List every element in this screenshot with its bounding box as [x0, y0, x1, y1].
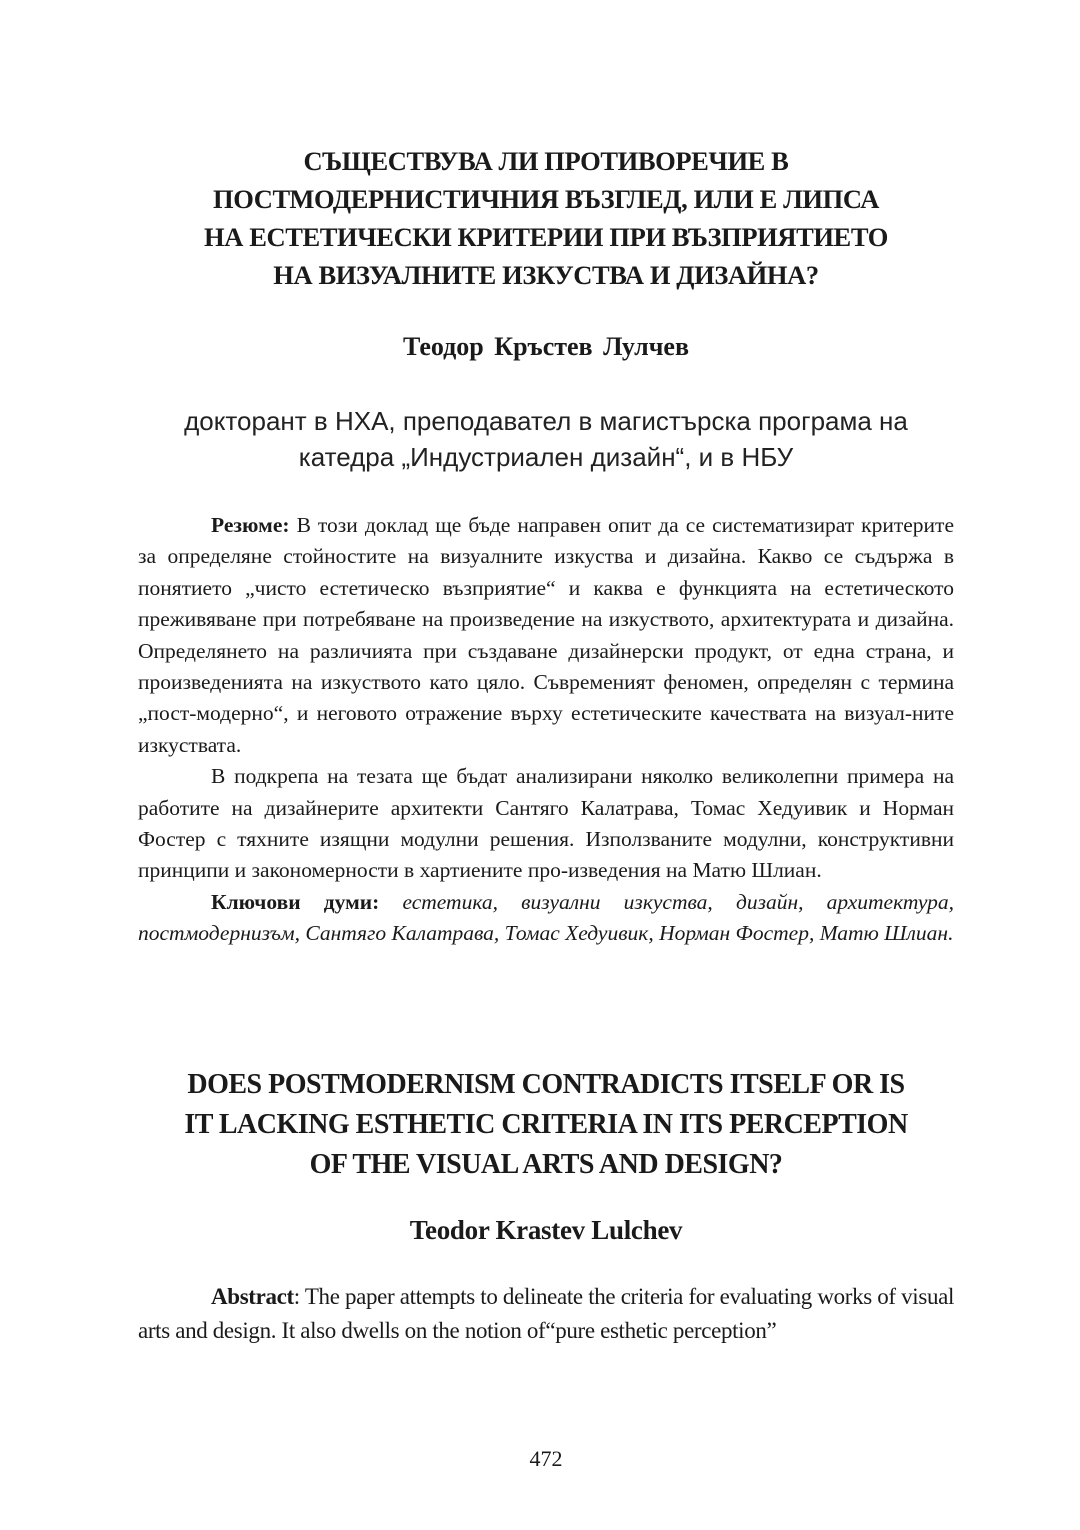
- affiliation-line: докторант в НХА, преподавател в магистърска програма на: [184, 406, 908, 436]
- title-en-line: IT LACKING ESTHETIC CRITERIA IN ITS PERCEPTION: [184, 1109, 908, 1140]
- abstract-bulgarian: [138, 510, 954, 950]
- title-bg-line: НА ВИЗУАЛНИТЕ ИЗКУСТВА И ДИЗАЙНА?: [273, 260, 819, 290]
- keywords-text: естетика, визуални изкуства, дизайн, архитектура, постмодернизъм, Сантяго Калатрава, Томас Хедуивик, Норман Фостер, Матю Шлиан.: [138, 889, 954, 946]
- title-en-line: OF THE VISUAL ARTS AND DESIGN?: [309, 1149, 783, 1180]
- title-en-line: DOES POSTMODERNISM CONTRADICTS ITSELF OR IS: [187, 1069, 905, 1100]
- title-bg-line: СЪЩЕСТВУВА ЛИ ПРОТИВОРЕЧИЕ В: [303, 146, 789, 176]
- keywords-label: Ключови думи:: [211, 889, 380, 914]
- page-number: 472: [529, 1446, 563, 1471]
- author-affiliation: [138, 403, 954, 475]
- paper-title-bulgarian: [138, 142, 954, 294]
- abstract-english-label: Abstract: [211, 1284, 294, 1309]
- title-bg-line: ПОСТМОДЕРНИСТИЧНИЯ ВЪЗГЛЕД, ИЛИ Е ЛИПСА: [212, 184, 879, 214]
- abstract-text: В този доклад ще бъде направен опит да се систематизират критерите за определяне стойностите на визуалните изкуства и дизайна. Какво се съдържа в понятието „чисто естетическо възприятие“ и каква е функцията на естетическото преживяване при потребяване на произведение на изкуството, архитектурата и дизайна. Определянето на различията при създаване дизайнерски продукт, от една страна, и произведенията на изкуството като цяло. Съвременият феномен, определян с термина „пост-модерно“, и неговото отражение върху естетическите качествата на визуал-ните изкуствата.: [138, 513, 954, 757]
- author-name-english: Teodor Krastev Lulchev: [409, 1215, 683, 1245]
- affiliation-line: катедра „Индустриален дизайн“, и в НБУ: [298, 442, 794, 472]
- abstract-english-paragraph: [138, 1280, 954, 1348]
- abstract-english: [138, 1280, 954, 1348]
- paper-title-english: [138, 1065, 954, 1185]
- abstract-paragraph-2: В подкрепа на тезата ще бъдат анализирани няколко великолепни примера на работите на дизайнерите архитекти Сантяго Калатрава, Томас Хедуивик и Норман Фостер с тяхните изящни модулни решения. Използваните модулни, конструктивни принципи и закономерности в хартиените про-изведения на Матю Шлиан.: [138, 764, 954, 883]
- title-bg-line: НА ЕСТЕТИЧЕСКИ КРИТЕРИИ ПРИ ВЪЗПРИЯТИЕТО: [204, 222, 888, 252]
- keywords-paragraph: [138, 887, 954, 950]
- author-name-bulgarian: Теодор Кръстев Лулчев: [402, 332, 690, 361]
- abstract-label: Резюме:: [211, 513, 290, 537]
- abstract-english-text: : The paper attempts to delineate the criteria for evaluating works of visual arts and design. It also dwells on the notion of“pure esthetic perception”: [138, 1284, 954, 1343]
- abstract-paragraph-1: [138, 510, 954, 761]
